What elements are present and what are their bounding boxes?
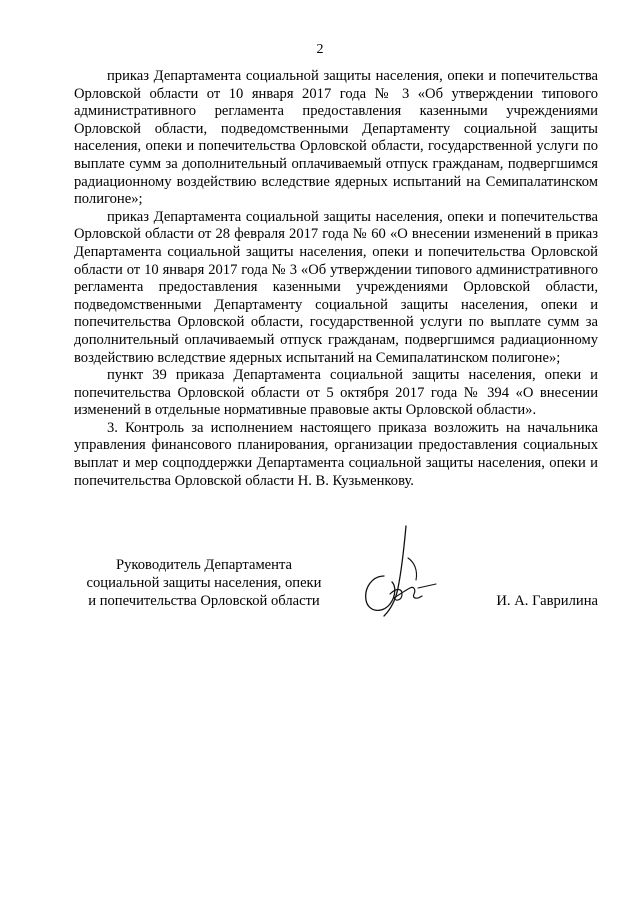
document-body <box>74 68 598 490</box>
signature-block <box>74 556 598 636</box>
paragraph-order-60: приказ Департамента социальной защиты населения, опеки и попечительства Орловской области от 28 февраля 2017 года № 60 «О внесении изменений в приказ Департамента социальной защиты населения, опеки и попечительства Орловской области от 10 января 2017 года № 3 «Об утверждении типового административного регламента предоставления казенными учреждениями Орловской области, подведомственными Департаменту социальной защиты населения, опеки и попечительства Орловской области, государственной услуги по выплате сумм за дополнительный оплачиваемый отпуск гражданам, подвергшимся радиационному воздействию вследствие ядерных испытаний на Семипалатинском полигоне»; <box>74 208 598 366</box>
signer-title-line: и попечительства Орловской области <box>88 593 320 609</box>
handwritten-signature <box>344 518 454 628</box>
signer-title <box>74 556 334 610</box>
signer-name: И. А. Гаврилина <box>496 593 598 609</box>
signer-title-line: Руководитель Департамента <box>116 557 292 573</box>
paragraph-point-39: пункт 39 приказа Департамента социальной защиты населения, опеки и попечительства Орловской области от 5 октября 2017 года № 394 «О внесении изменений в отдельные нормативные правовые акты Орловской области». <box>74 367 598 419</box>
paragraph-order-3: приказ Департамента социальной защиты населения, опеки и попечительства Орловской области от 10 января 2017 года № 3 «Об утверждении типового административного регламента предоставления казенными учреждениями Орловской области, подведомственными Департаменту социальной защиты населения, опеки и попечительства Орловской области, государственной услуги по выплате сумм за дополнительный оплачиваемый отпуск гражданам, подвергшимся радиационному воздействию вследствие ядерных испытаний на Семипалатинском полигоне»; <box>74 68 598 208</box>
page-number: 2 <box>316 42 324 57</box>
paragraph-control-clause: 3. Контроль за исполнением настоящего приказа возложить на начальника управления финансового планирования, организации предоставления социальных выплат и мер соцподдержки Департамента социальной защиты населения, опеки и попечительства Орловской области Н. В. Кузьменкову. <box>74 419 598 489</box>
signer-title-line: социальной защиты населения, опеки <box>86 575 322 591</box>
